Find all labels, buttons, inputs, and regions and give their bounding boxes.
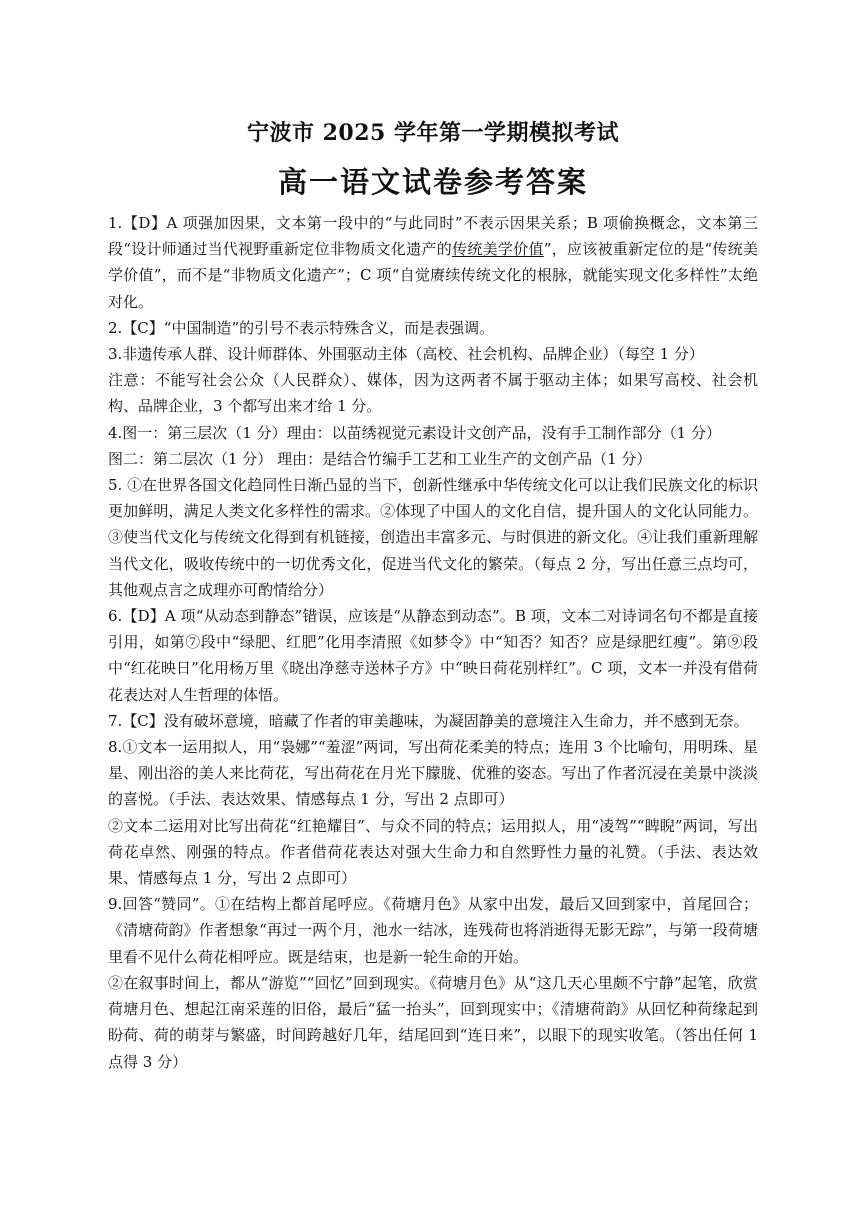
answer-8-part-1: 8.①文本一运用拟人，用“袅娜”“羞涩”两词，写出荷花柔美的特点；连用 3 个比喻句，用明珠、星星、刚出浴的美人来比荷花，写出荷花在月光下朦胧、优雅的姿态。写出了作者沉浸在美景中淡淡的喜悦。（手法、表达效果、情感每点 1 分，写出 2 点即可） [108, 738, 758, 809]
answer-3-note: 注意：不能写社会公众（人民群众）、媒体，因为这两者不属于驱动主体；如果写高校、社会机构、品牌企业，3 个都写出来才给 1 分。 [108, 371, 758, 416]
answer-9-part-2: ②在叙事时间上，都从“游览”“回忆”回到现实。《荷塘月色》从“这几天心里颇不宁静”起笔，欣赏荷塘月色、想起江南采莲的旧俗，最后“猛一抬头”，回到现实中；《清塘荷韵》从回忆种荷缘起到盼荷、荷的萌芽与繁盛，时间跨越好几年，结尾回到“连日来”，以眼下的现实收笔。（答出任何 1 点得 3 分） [108, 973, 758, 1071]
answer-5: 5. ①在世界各国文化趋同性日渐凸显的当下，创新性继承中华传统文化可以让我们民族文化的标识更加鲜明，满足人类文化多样性的需求。②体现了中国人的文化自信，提升国人的文化认同能力。③使当代文化与传统文化得到有机链接，创造出丰富多元、与时俱进的新文化。④让我们重新理解当代文化，吸收传统中的一切优秀文化，促进当代文化的繁荣。（每点 2 分，写出任意三点均可，其他观点言之成理亦可酌情给分） [108, 476, 758, 599]
answer-6: 6.【D】A 项“从动态到静态”错误，应该是“从静态到动态”。B 项，文本二对诗词名句不都是直接引用，如第⑦段中“绿肥、红肥”化用李清照《如梦令》中“知否？知否？应是绿肥红瘦”。第⑨段中“红花映日”化用杨万里《晓出净慈寺送林子方》中“映日荷花别样红”。C 项，文本一并没有借荷花表达对人生哲理的体悟。 [108, 607, 758, 704]
answer-1-underlined-term: 传统美学价值 [452, 240, 544, 259]
answer-2: 2.【C】“中国制造”的引号不表示特殊含义，而是表强调。 [108, 318, 495, 337]
answer-1-text-start: 1.【D】A 项强加因果，文本第一段中的“与此同时”不表示因果关系；B 项偷换概念，文本第三段“设计师通过当代视野重新定位非物质文化遗产的 [108, 214, 758, 259]
answer-1-text-end: ”，应该被重新定位的是“传统美学价值”，而不是“非物质文化遗产”；C 项“自觉赓续传统文化的根脉，就能实现文化多样性”太绝对化。 [108, 240, 758, 311]
answer-7: 7.【C】没有破坏意境，暗藏了作者的审美趣味，为凝固静美的意境注入生命力，并不感到无奈。 [108, 711, 749, 730]
answer-4-figure-2: 图二：第二层次（1 分） 理由：是结合竹编手工艺和工业生产的文创产品（1 分） [108, 449, 652, 468]
answers-body [108, 210, 758, 1075]
answer-8-part-2: ②文本二运用对比写出荷花“红艳耀目”、与众不同的特点；运用拟人，用“凌驾”“睥睨”两词，写出荷花卓然、刚强的特点。作者借荷花表达对强大生命力和自然野性力量的礼赞。（手法、表达效果、情感每点 1 分，写出 2 点即可） [108, 816, 758, 888]
answer-3: 3.非遗传承人群、设计师群体、外围驱动主体（高校、社会机构、品牌企业）（每空 1 分） [108, 345, 704, 364]
answer-1 [108, 210, 758, 315]
exam-title: 宁波市 2025 学年第一学期模拟考试 [246, 120, 620, 146]
answer-9-part-1: 9.回答“赞同”。①在结构上都首尾呼应。《荷塘月色》从家中出发，最后又回到家中，首尾回合；《清塘荷韵》作者想象“再过一两个月，池水一结冰，连残荷也将消逝得无影无踪”，与第一段荷塘里看不见什么荷花相呼应。既是结束，也是新一轮生命的开始。 [108, 895, 758, 966]
answer-4-figure-1: 4.图一：第三层次（1 分）理由：以苗绣视觉元素设计文创产品，没有手工制作部分（1 分） [108, 423, 721, 442]
answer-key-title: 高一语文试卷参考答案 [277, 165, 588, 199]
